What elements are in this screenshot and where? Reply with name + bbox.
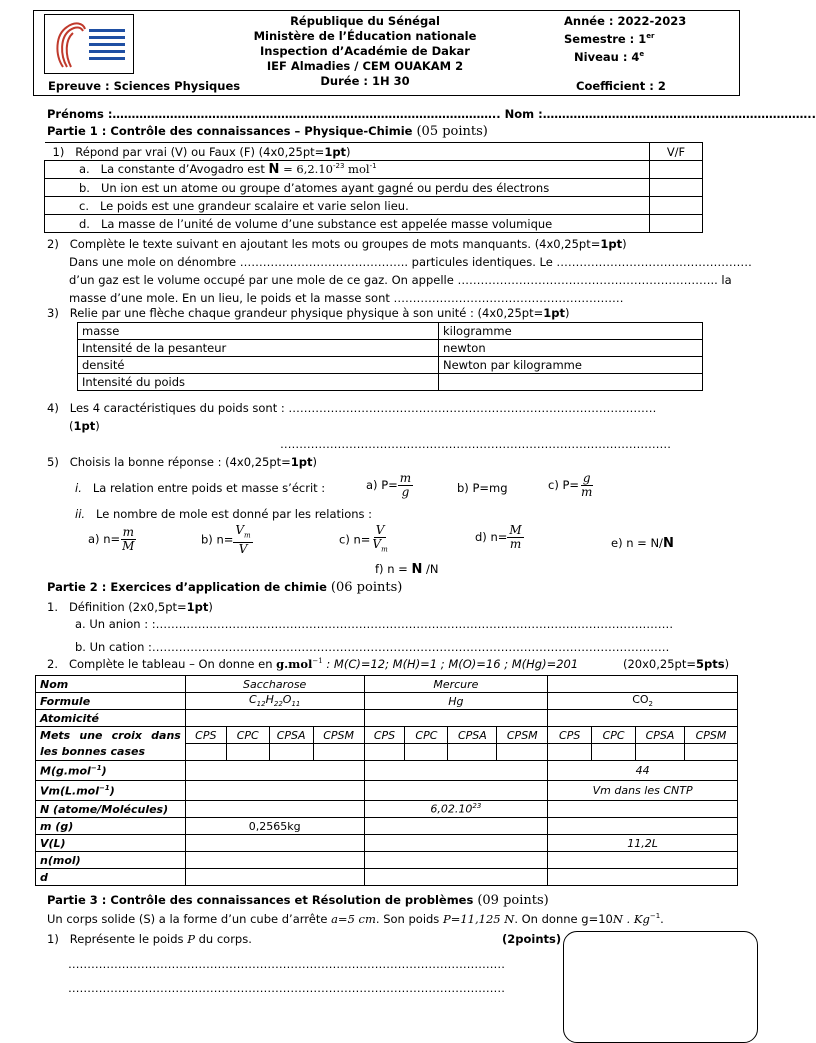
q2-block: 2) Complète le texte suivant en ajoutant les mots ou groupes de mots manquants. (4x0,25pt=1pt) Dans une mole on dénombre …………………………………….. particules identiques. Le …………………………………………… d’un gaz est le volume occupé par une mole de ce gaz. On appelle ………………………………………………………….. la masse d’une mole. En un lieu, le poids et la masse sont …………………………………………………… xyxy=(47,237,752,305)
level-text: Niveau : 4e xyxy=(574,49,645,64)
formula-co2: $CO_2$ xyxy=(548,693,738,710)
q2-line3[interactable]: masse d’une mole. En un lieu, le poids et la masse sont …………………………………………………… xyxy=(69,291,624,305)
p3-answer-line-2[interactable]: …………………………………………………………………………………………………… xyxy=(68,981,505,995)
coef-text: Coefficient : 2 xyxy=(576,79,666,93)
semester-text: Semestre : 1er xyxy=(564,31,655,46)
quantity-cell[interactable]: densité xyxy=(78,357,439,374)
q5-ii: ii. Le nombre de mole est donné par les relations : xyxy=(75,507,373,521)
q1-table: 1) Répond par vrai (V) ou Faux (F) (4x0,25pt=1pt) V/F a. La constante d’Avogadro est $N = 6,2.10^{-23}$ mol$^{-1}$ b. Un ion est un atome ou groupe d’atomes ayant gagné ou perdu des électrons c. Le poids est une grandeur scalaire et varie selon lieu. d. La masse de l’unité de volume d’une substance est appelée masse volumique xyxy=(44,142,703,233)
q5-ii-e[interactable]: e) n = N/N xyxy=(611,536,674,551)
p3-answer-line-1[interactable]: …………………………………………………………………………………………………… xyxy=(68,957,505,971)
vf-answer-b[interactable] xyxy=(650,179,703,197)
p2-q1: 1. Définition (2x0,5pt=1pt) xyxy=(47,600,213,614)
chemistry-table: Nom Saccharose Mercure Formule $C_{12}H_{22}O_{11}$ Hg $CO_2$ Atomicité Mets une croix dans les bonnes cases CPS CPC CPSA CPSM CPS CPC CPSA CPSM CPS CPC CPSA CPSM M(g.mol$^{-1}$) 44 Vm(L.mol$^{-1}$) Vm dans les CNTP N (atome/Molécules) 6,02.10$^{23}$ m (g) 0,2565kg V(L) 11,2L n(mol) d xyxy=(35,675,738,886)
drawing-box[interactable] xyxy=(563,931,758,1043)
q5-ii-b[interactable]: b) n= $\frac{V_m}{V}$ xyxy=(201,523,251,557)
quantity-cell[interactable]: Intensité de la pesanteur xyxy=(78,340,439,357)
part2-title: Partie 2 : Exercices d’application de chimie (06 points) xyxy=(47,580,403,595)
unit-cell[interactable]: newton xyxy=(439,340,703,357)
p3-q1-points: (2points) xyxy=(502,932,562,946)
part3-intro: Un corps solide (S) a la forme d’un cube d’arrête a=5 cm. Son poids P=11,125 N. On donne g=10N . $Kg^{-1}$. xyxy=(47,912,664,926)
name-co2-cell[interactable] xyxy=(548,676,738,693)
formula-saccharose: $C_{12}H_{22}O_{11}$ xyxy=(185,693,364,710)
q5-ii-f[interactable]: f) n = N /N xyxy=(375,562,439,577)
q4-line: 4) Les 4 caractéristiques du poids sont : …………………………………………………………………………………… xyxy=(47,401,657,415)
vf-answer-d[interactable] xyxy=(650,215,703,233)
names-line[interactable]: Prénoms :……………………………………………………………………………………….. Nom :…………………………………………………………….. xyxy=(47,107,816,121)
q1-item-a: a. La constante d’Avogadro est $N = 6,2.10^{-23}$ mol$^{-1}$ xyxy=(45,161,650,179)
ministry-logo-icon xyxy=(45,15,133,73)
unit-cell[interactable]: Newton par kilogramme xyxy=(439,357,703,374)
q5-i: i. La relation entre poids et masse s’écrit : xyxy=(75,481,326,495)
q5-i-b[interactable]: b) P=mg xyxy=(457,481,508,495)
n-mercure: 6,02.10$^{23}$ xyxy=(364,801,548,818)
q1-item-b: b. Un ion est un atome ou groupe d’atomes ayant gagné ou perdu des électrons xyxy=(45,179,650,197)
inspection-text: Inspection d’Académie de Dakar xyxy=(260,44,470,58)
anion-line[interactable]: a. Un anion : :……………………………………………………………………………………………………………………… xyxy=(75,617,674,631)
p2-q2-points: (20x0,25pt=5pts) xyxy=(623,657,730,671)
q5-ii-d[interactable]: d) n= $\frac{M}{m}$ xyxy=(475,523,522,551)
unit-cell[interactable]: kilogramme xyxy=(439,323,703,340)
q2-line2[interactable]: d’un gaz est le volume occupé par une mole de ce gaz. On appelle ………………………………………………………….. la xyxy=(69,273,732,287)
q1-item-d: d. La masse de l’unité de volume d’une substance est appelée masse volumique xyxy=(45,215,650,233)
part3-title: Partie 3 : Contrôle des connaissances et Résolution de problèmes (09 points) xyxy=(47,893,549,908)
republic-text: République du Sénégal xyxy=(290,14,440,28)
header-center xyxy=(200,14,530,89)
q1-item-c: c. Le poids est une grandeur scalaire et varie selon lieu. xyxy=(45,197,650,215)
unit-cell[interactable] xyxy=(439,374,703,391)
cation-line[interactable]: b. Un cation :……………………………………………………………………………………………………………………… xyxy=(75,640,670,654)
q5-ii-a[interactable]: a) n= $\frac{m}{M}$ xyxy=(88,525,135,553)
q3-title: 3) Relie par une flèche chaque grandeur physique physique à son unité : (4x0,25pt=1pt) xyxy=(47,306,570,320)
duree-text: Durée : 1H 30 xyxy=(320,74,410,88)
quantity-cell[interactable]: Intensité du poids xyxy=(78,374,439,391)
header-right xyxy=(564,14,686,65)
q5-ii-c[interactable]: c) n= $\frac{V}{V_m}$ xyxy=(339,523,388,554)
vf-answer-a[interactable] xyxy=(650,161,703,179)
epreuve-text: Epreuve : Sciences Physiques xyxy=(48,79,241,93)
q5-i-a[interactable]: a) P= $\frac{m}{g}$ xyxy=(366,471,412,499)
ief-text: IEF Almadies / CEM OUAKAM 2 xyxy=(266,59,464,73)
p3-q1: 1) Représente le poids P du corps. xyxy=(47,932,252,946)
q2-line1[interactable]: Dans une mole on dénombre …………………………………….. particules identiques. Le …………………………………………… xyxy=(69,255,752,269)
q5-title: 5) Choisis la bonne réponse : (4x0,25pt=1pt) xyxy=(47,455,318,469)
q4-points: (1pt) xyxy=(69,419,100,433)
vf-answer-c[interactable] xyxy=(650,197,703,215)
quantity-cell[interactable]: masse xyxy=(78,323,439,340)
q5-i-c[interactable]: c) P= $\frac{g}{m}$ xyxy=(548,471,593,499)
logo xyxy=(44,14,134,74)
row-label-M: M(g.mol$^{-1}$) xyxy=(36,761,186,781)
ministry-text: Ministère de l’Éducation nationale xyxy=(253,29,477,43)
year-text: Année : 2022-2023 xyxy=(564,14,687,28)
p2-q2: 2. Complète le tableau – On donne en g.mol$^{-1}$ : M(C)=12; M(H)=1 ; M(O)=16 ; M(Hg)=201 xyxy=(47,657,579,671)
vf-header: V/F xyxy=(650,143,703,161)
q4-line2[interactable]: ………………………………………………………………………………………… xyxy=(280,437,671,451)
row-label-Vm: Vm(L.mol$^{-1}$) xyxy=(36,781,186,801)
q3-table xyxy=(77,322,703,391)
part1-title: Partie 1 : Contrôle des connaissances – Physique-Chimie (05 points) xyxy=(47,124,488,139)
